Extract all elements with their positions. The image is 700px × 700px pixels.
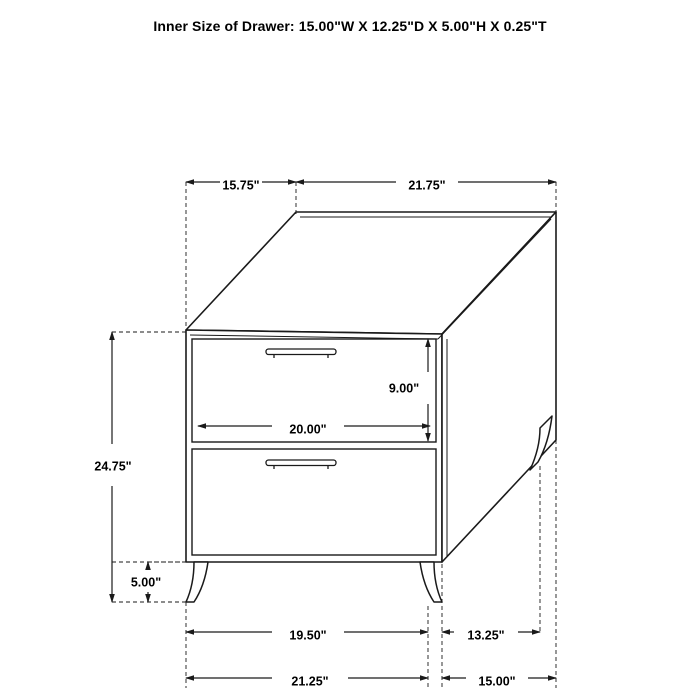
dimension-label-overall-depth: 15.00" [478,674,516,689]
dimension-label-leg-height: 5.00" [130,575,162,590]
dimension-label-side-foot-span: 13.25" [467,628,505,643]
dimension-label-top-side-depth: 21.75" [408,178,446,193]
dimension-label-overall-height: 24.75" [94,459,132,474]
page-title: Inner Size of Drawer: 15.00"W X 12.25"D X 5.00"H X 0.25"T [153,18,547,34]
drawer-lower [192,449,436,555]
leg-front-left [186,562,208,602]
leg-front-right [420,562,442,602]
dimension-label-front-foot-span: 19.50" [289,628,327,643]
dimension-label-overall-width: 21.25" [291,674,329,689]
dimension-label-drawer-height: 9.00" [388,381,420,396]
dimension-label-drawer-width: 20.00" [289,422,327,437]
dimension-label-top-front-width: 15.75" [222,178,260,193]
